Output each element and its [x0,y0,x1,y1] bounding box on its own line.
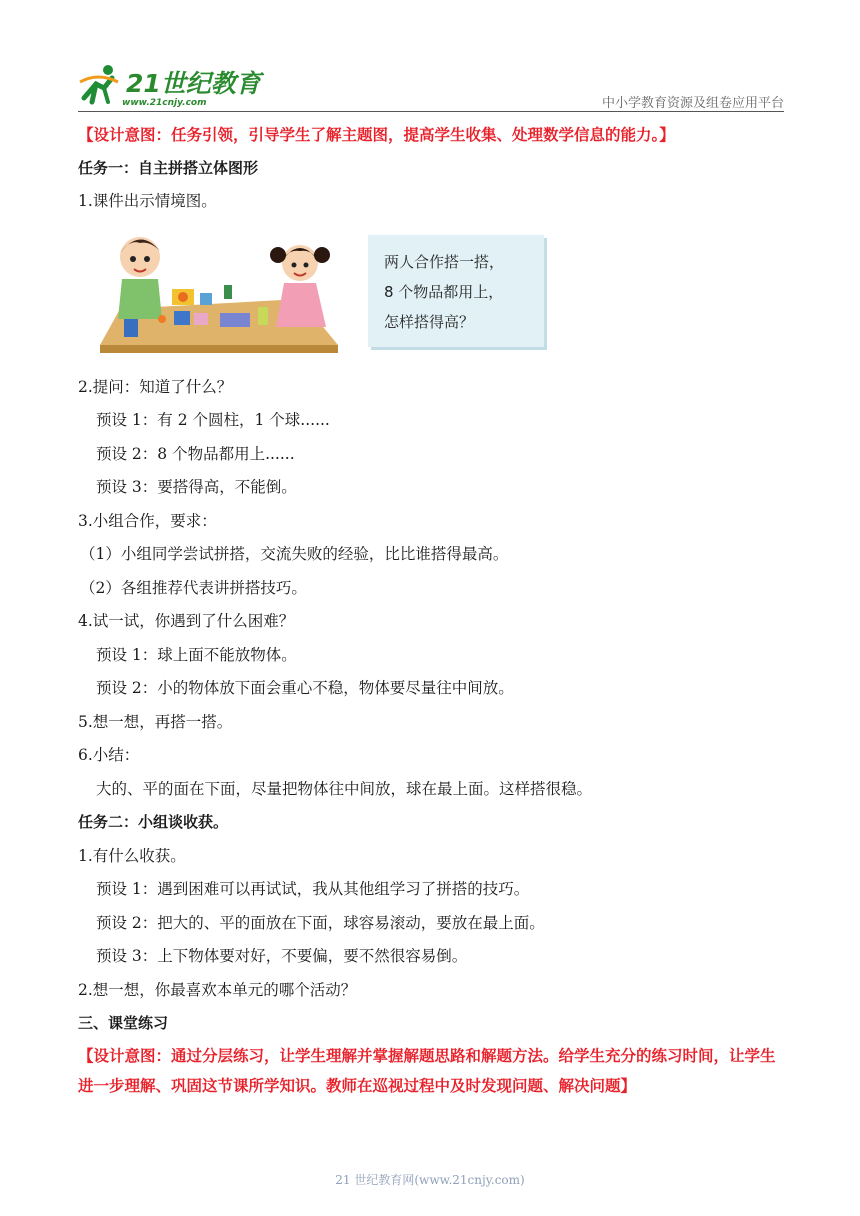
task-one-heading: 任务一：自主拼搭立体图形 [78,158,259,177]
platform-name: 中小学教育资源及组卷应用平台 [601,96,784,111]
children-stacking-illustration [100,227,340,355]
brand-name: 21世纪教育 [126,69,261,98]
task2-step-2: 2.想一想，你最喜欢本单元的哪个活动？ [78,980,357,999]
preset-line: 预设 1：球上面不能放物体。 [96,645,297,664]
brand-logo [78,62,278,108]
scenario-figure [78,227,788,367]
runner-logo-icon [78,62,124,108]
bubble-line-3: 怎样搭得高？ [384,312,475,331]
bubble-line-1: 两人合作搭一搭， [384,252,505,271]
step-4: 4.试一试，你遇到了什么困难？ [78,612,295,630]
preset-line: 预设 1：遇到困难可以再试试，我从其他组学习了拼搭的技巧。 [96,880,530,898]
preset-line: 预设 2：小的物体放下面会重心不稳，物体要尽量往中间放。 [96,679,514,697]
summary-text: 大的、平的面在下面，尽量把物体往中间放，球在最上面。这样搭很稳。 [96,779,593,798]
page-header [78,58,784,112]
preset-line: 预设 2：把大的、平的面放在下面，球容易滚动，要放在最上面。 [96,913,545,932]
design-intent-1: 【设计意图：任务引领，引导学生了解主题图，提高学生收集、处理数学信息的能力。】 [78,125,675,144]
preset-line: 预设 2：8 个物品都用上...... [96,444,295,463]
header-divider [78,111,784,112]
requirement-line: （2）各组推荐代表讲拼搭技巧。 [80,578,307,597]
step-1: 1.课件出示情境图。 [78,192,217,210]
document-body [78,118,788,1101]
step-3: 3.小组合作，要求： [78,511,217,530]
preset-line: 预设 3：要搭得高，不能倒。 [96,478,297,496]
preset-line: 预设 1：有 2 个圆柱，1 个球...... [96,411,330,429]
bubble-line-2: 8 个物品都用上， [384,282,504,301]
step-2: 2.提问：知道了什么？ [78,377,233,396]
step-6: 6.小结： [78,746,140,764]
section-three-heading: 三、课堂练习 [78,1014,169,1032]
question-bubble [368,235,544,347]
task2-step-1: 1.有什么收获。 [78,846,186,865]
brand-url: www.21cnjy.com [122,98,207,108]
requirement-line: （1）小组同学尝试拼搭，交流失败的经验，比比谁搭得最高。 [80,545,509,563]
design-intent-2: 【设计意图：通过分层练习，让学生理解并掌握解题思路和解题方法。给学生充分的练习时间，让学生进一步理解、巩固这节课所学知识。教师在巡视过程中及时发现问题、解决问题】 [78,1045,776,1095]
task-two-heading: 任务二：小组谈收获。 [78,813,229,831]
step-5: 5.想一想，再搭一搭。 [78,712,233,731]
preset-line: 预设 3：上下物体要对好，不要偏，要不然很容易倒。 [96,947,468,965]
page-footer: 21 世纪教育网(www.21cnjy.com) [335,1173,525,1187]
